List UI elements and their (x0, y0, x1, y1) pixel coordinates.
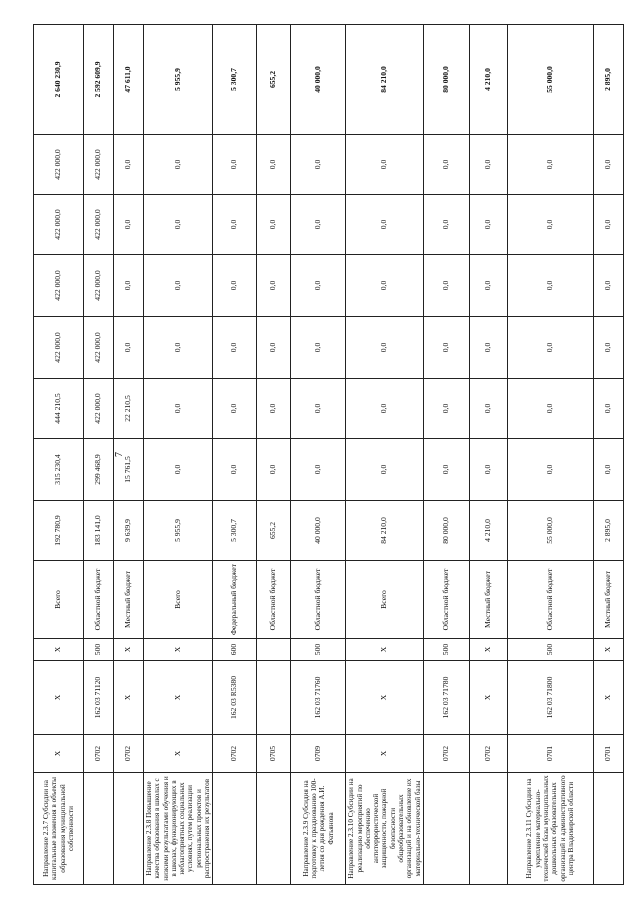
v6-cell: 0,0 (291, 195, 346, 255)
v7-cell: 422 000,0 (34, 135, 84, 195)
total-cell: 80 000,0 (423, 25, 469, 135)
rzpr-cell: 0702 (114, 735, 144, 773)
source-cell: Федеральный бюджет (213, 561, 257, 639)
table-row (593, 25, 623, 885)
v2-cell: 0,0 (423, 439, 469, 501)
v3-cell: 22 210,5 (114, 379, 144, 439)
v7-cell: 0,0 (257, 135, 291, 195)
table-row (507, 25, 593, 885)
v1-cell: 183 141,0 (84, 501, 114, 561)
table-row (84, 25, 114, 885)
v5-cell: 0,0 (346, 255, 424, 317)
v4-cell: 0,0 (144, 317, 213, 379)
csr-cell: X (144, 661, 213, 735)
source-cell: Всего (346, 561, 424, 639)
table-row (291, 25, 346, 885)
source-cell: Местный бюджет (114, 561, 144, 639)
v7-cell: 0,0 (114, 135, 144, 195)
v5-cell: 0,0 (257, 255, 291, 317)
total-cell: 5 955,9 (144, 25, 213, 135)
v1-cell: 4 210,0 (469, 501, 507, 561)
direction-name-cell (84, 773, 114, 885)
direction-name-cell (423, 773, 469, 885)
vr-cell: X (34, 639, 84, 661)
table-row (423, 25, 469, 885)
rzpr-cell: 0709 (291, 735, 346, 773)
v2-cell: 0,0 (469, 439, 507, 501)
vr-cell: X (144, 639, 213, 661)
csr-cell: 162 03 R5380 (213, 661, 257, 735)
v5-cell: 0,0 (114, 255, 144, 317)
source-cell: Областной бюджет (507, 561, 593, 639)
v4-cell: 0,0 (114, 317, 144, 379)
rzpr-cell: 0702 (423, 735, 469, 773)
table-row (213, 25, 257, 885)
total-cell: 2 592 609,9 (84, 25, 114, 135)
total-cell: 47 611,0 (114, 25, 144, 135)
v2-cell: 0,0 (593, 439, 623, 501)
v2-cell: 0,0 (257, 439, 291, 501)
v6-cell: 422 000,0 (84, 195, 114, 255)
v1-cell: 84 210,0 (346, 501, 424, 561)
direction-name-cell: Направление 2.3.7 Субсидии на капитальные вложения в объекты образования муниципальной собственности (34, 773, 84, 885)
vr-cell: X (346, 639, 424, 661)
vr-cell: 500 (423, 639, 469, 661)
vr-cell: X (469, 639, 507, 661)
budget-table (33, 24, 624, 885)
v3-cell: 0,0 (346, 379, 424, 439)
v4-cell: 0,0 (291, 317, 346, 379)
v5-cell: 0,0 (144, 255, 213, 317)
total-cell: 655,2 (257, 25, 291, 135)
csr-cell: X (469, 661, 507, 735)
v6-cell: 0,0 (469, 195, 507, 255)
v2-cell: 0,0 (144, 439, 213, 501)
v2-cell: 299 468,9 (84, 439, 114, 501)
v3-cell: 0,0 (144, 379, 213, 439)
v3-cell: 0,0 (213, 379, 257, 439)
direction-name-cell (114, 773, 144, 885)
v4-cell: 0,0 (507, 317, 593, 379)
table-row (114, 25, 144, 885)
v5-cell: 422 000,0 (84, 255, 114, 317)
rzpr-cell: 0705 (257, 735, 291, 773)
csr-cell: 162 03 71780 (423, 661, 469, 735)
v4-cell: 0,0 (213, 317, 257, 379)
v6-cell: 0,0 (213, 195, 257, 255)
v1-cell: 80 000,0 (423, 501, 469, 561)
csr-cell (257, 661, 291, 735)
table-row (257, 25, 291, 885)
csr-cell: X (114, 661, 144, 735)
v2-cell: 15 761,5 (114, 439, 144, 501)
vr-cell: X (114, 639, 144, 661)
rzpr-cell: X (144, 735, 213, 773)
v5-cell: 0,0 (423, 255, 469, 317)
v4-cell: 0,0 (346, 317, 424, 379)
v6-cell: 0,0 (423, 195, 469, 255)
v2-cell: 0,0 (507, 439, 593, 501)
table-row (144, 25, 213, 885)
rzpr-cell: 0701 (593, 735, 623, 773)
v5-cell: 0,0 (469, 255, 507, 317)
rzpr-cell: 0702 (84, 735, 114, 773)
v2-cell: 0,0 (291, 439, 346, 501)
csr-cell: X (593, 661, 623, 735)
direction-name-cell: Направление 2.3.8 Повышение качества образования в школах с низкими результатами обучения и в школах, функционирующих в неблагоприятных социальных условиях, путем реализации региональных проектов и распространения их результатов (144, 773, 213, 885)
csr-cell: X (34, 661, 84, 735)
v3-cell: 444 210,5 (34, 379, 84, 439)
total-cell: 84 210,0 (346, 25, 424, 135)
source-cell: Областной бюджет (291, 561, 346, 639)
v4-cell: 0,0 (423, 317, 469, 379)
v2-cell: 0,0 (213, 439, 257, 501)
vr-cell: X (593, 639, 623, 661)
total-cell: 40 000,0 (291, 25, 346, 135)
vr-cell: 500 (507, 639, 593, 661)
v2-cell: 315 230,4 (34, 439, 84, 501)
v7-cell: 0,0 (593, 135, 623, 195)
source-cell: Областной бюджет (257, 561, 291, 639)
total-cell: 2 640 230,9 (34, 25, 84, 135)
direction-name-cell: Направление 2.3.10 Субсидии на реализацию мероприятий по обеспечению антитеррористической защищенности, пожарной безопасности общеобразовательных организаций и на обновление их материально-технической базы (346, 773, 424, 885)
csr-cell: 162 03 71800 (507, 661, 593, 735)
v4-cell: 0,0 (257, 317, 291, 379)
v5-cell: 0,0 (593, 255, 623, 317)
v3-cell: 422 000,0 (84, 379, 114, 439)
rzpr-cell: 0701 (507, 735, 593, 773)
source-cell: Всего (144, 561, 213, 639)
v7-cell: 422 000,0 (84, 135, 114, 195)
v4-cell: 0,0 (593, 317, 623, 379)
total-cell: 4 210,0 (469, 25, 507, 135)
page-number: 7 (114, 452, 125, 457)
v3-cell: 0,0 (423, 379, 469, 439)
csr-cell: 162 03 71120 (84, 661, 114, 735)
v6-cell: 0,0 (346, 195, 424, 255)
total-cell: 5 300,7 (213, 25, 257, 135)
v1-cell: 655,2 (257, 501, 291, 561)
v4-cell: 0,0 (469, 317, 507, 379)
v3-cell: 0,0 (291, 379, 346, 439)
v6-cell: 0,0 (144, 195, 213, 255)
vr-cell (257, 639, 291, 661)
v1-cell: 9 639,9 (114, 501, 144, 561)
direction-name-cell: Направление 2.3.9 Субсидия на подготовку к празднованию 100-летия со дня рождения А.И. Фатьянова (291, 773, 346, 885)
csr-cell: X (346, 661, 424, 735)
source-cell: Местный бюджет (469, 561, 507, 639)
v1-cell: 40 000,0 (291, 501, 346, 561)
v5-cell: 0,0 (507, 255, 593, 317)
direction-name-cell (469, 773, 507, 885)
table-row (346, 25, 424, 885)
v4-cell: 422 000,0 (34, 317, 84, 379)
v7-cell: 0,0 (346, 135, 424, 195)
source-cell: Всего (34, 561, 84, 639)
v1-cell: 192 780,9 (34, 501, 84, 561)
v6-cell: 0,0 (114, 195, 144, 255)
direction-name-cell: Направление 2.3.11 Субсидии на укрепление материально-технической базы муниципальных дошкольных образовательных организаций и административного центра Владимирской области (507, 773, 593, 885)
v6-cell: 0,0 (593, 195, 623, 255)
source-cell: Областной бюджет (423, 561, 469, 639)
v3-cell: 0,0 (507, 379, 593, 439)
v1-cell: 5 955,9 (144, 501, 213, 561)
v1-cell: 55 000,0 (507, 501, 593, 561)
v1-cell: 5 300,7 (213, 501, 257, 561)
v7-cell: 0,0 (213, 135, 257, 195)
v5-cell: 0,0 (291, 255, 346, 317)
v5-cell: 422 000,0 (34, 255, 84, 317)
source-cell: Областной бюджет (84, 561, 114, 639)
v5-cell: 0,0 (213, 255, 257, 317)
v6-cell: 422 000,0 (34, 195, 84, 255)
table-row (469, 25, 507, 885)
v3-cell: 0,0 (593, 379, 623, 439)
v2-cell: 0,0 (346, 439, 424, 501)
rzpr-cell: X (346, 735, 424, 773)
v6-cell: 0,0 (507, 195, 593, 255)
rzpr-cell: 0702 (469, 735, 507, 773)
source-cell: Местный бюджет (593, 561, 623, 639)
direction-name-cell (593, 773, 623, 885)
v7-cell: 0,0 (144, 135, 213, 195)
rzpr-cell: X (34, 735, 84, 773)
direction-name-cell (257, 773, 291, 885)
v1-cell: 2 895,0 (593, 501, 623, 561)
total-cell: 2 895,0 (593, 25, 623, 135)
rzpr-cell: 0702 (213, 735, 257, 773)
v7-cell: 0,0 (423, 135, 469, 195)
vr-cell: 600 (213, 639, 257, 661)
direction-name-cell (213, 773, 257, 885)
v3-cell: 0,0 (257, 379, 291, 439)
v7-cell: 0,0 (469, 135, 507, 195)
csr-cell: 162 03 71760 (291, 661, 346, 735)
v6-cell: 0,0 (257, 195, 291, 255)
v3-cell: 0,0 (469, 379, 507, 439)
v7-cell: 0,0 (291, 135, 346, 195)
budget-table-rotated (33, 25, 612, 885)
v4-cell: 422 000,0 (84, 317, 114, 379)
vr-cell: 500 (291, 639, 346, 661)
vr-cell: 500 (84, 639, 114, 661)
table-row (34, 25, 84, 885)
v7-cell: 0,0 (507, 135, 593, 195)
total-cell: 55 000,0 (507, 25, 593, 135)
